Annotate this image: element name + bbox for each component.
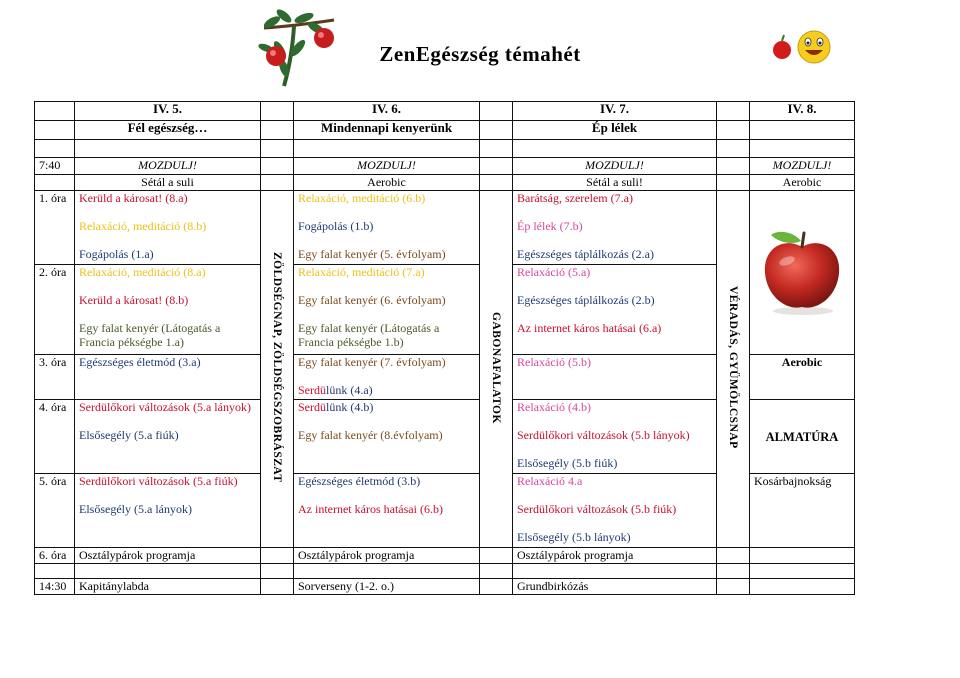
day3-cell: Grundbirkózás xyxy=(513,579,717,595)
activity-item: Kerüld a károsat! (8.b) xyxy=(79,293,189,307)
activity-item: Egy falat kenyér (5. évfolyam) xyxy=(298,247,446,261)
theme-row xyxy=(35,121,855,140)
day-date: IV. 6. xyxy=(294,102,480,121)
day-date: IV. 5. xyxy=(75,102,261,121)
activity-item: Egy falat kenyér (7. évfolyam) xyxy=(298,355,446,369)
activity-item: Az internet káros hatásai (6.b) xyxy=(298,502,443,516)
time-label: 7:40 xyxy=(35,158,75,175)
activity-item: Elsősegély (5.b fiúk) xyxy=(517,456,618,470)
date-row xyxy=(35,102,855,121)
activity-item: Serdülünk (4.a) xyxy=(298,383,373,397)
activity-item: Kerüld a károsat! (8.a) xyxy=(79,191,188,205)
activity-item: Relaxáció (5.a) xyxy=(517,265,591,279)
activity-item: Ép lélek (7.b) xyxy=(517,219,583,233)
activity-item: Relaxáció, meditáció (7.a) xyxy=(298,265,425,279)
day2-cell: Osztálypárok programja xyxy=(294,548,480,564)
day2-cell xyxy=(294,265,480,355)
day2-cell xyxy=(294,474,480,548)
activity-item: Elsősegély (5.a fiúk) xyxy=(79,428,179,442)
day3-cell xyxy=(513,191,717,265)
side-label-cell xyxy=(480,191,513,548)
side-label-cell xyxy=(717,191,750,548)
day-theme: Ép lélek xyxy=(513,121,717,140)
day1-cell: Kapitánylabda xyxy=(75,579,261,595)
empty-row xyxy=(35,140,855,158)
day2-cell xyxy=(294,191,480,265)
activity-item: Egy falat kenyér (6. évfolyam) xyxy=(298,293,446,307)
page-title: ZenEgészség témahét xyxy=(379,42,581,66)
day-theme: Fél egészség… xyxy=(75,121,261,140)
morning-row xyxy=(35,158,855,175)
empty-row xyxy=(35,564,855,579)
afternoon-row xyxy=(35,579,855,595)
side-label: ZÖLDSÉGNAP, ZÖLDSÉGSZOBRÁSZAT xyxy=(271,252,283,483)
day1-cell xyxy=(75,191,261,265)
morning-activity: Aerobic xyxy=(294,175,480,191)
activity-item: Egy falat kenyér (Látogatás a Francia pékségbe 1.b) xyxy=(298,321,440,349)
activity-item: Relaxáció, meditáció (8.a) xyxy=(79,265,206,279)
period-label: 4. óra xyxy=(35,400,75,474)
day4-activity: Aerobic xyxy=(750,355,855,400)
activity-item: Egy falat kenyér (Látogatás a Francia pékségbe 1.a) xyxy=(79,321,221,349)
day2-cell xyxy=(294,400,480,474)
period-label: 2. óra xyxy=(35,265,75,355)
mozdulj-label: MOZDULJ! xyxy=(750,158,855,175)
activity-item: Relaxáció, meditáció (6.b) xyxy=(298,191,426,205)
period-label: 5. óra xyxy=(35,474,75,548)
activity-item: Serdülőkori változások (5.a lányok) xyxy=(79,400,251,414)
day-theme xyxy=(750,121,855,140)
mozdulj-label: MOZDULJ! xyxy=(75,158,261,175)
day-date: IV. 7. xyxy=(513,102,717,121)
activity-item: Elsősegély (5.a lányok) xyxy=(79,502,192,516)
day1-cell xyxy=(75,355,261,400)
mozdulj-label: MOZDULJ! xyxy=(294,158,480,175)
period-label: 6. óra xyxy=(35,548,75,564)
activity-item: Egészséges életmód (3.a) xyxy=(79,355,201,369)
activity-item: Serdülőkori változások (5.a fiúk) xyxy=(79,474,238,488)
apple-image-cell xyxy=(750,191,855,355)
morning-activity: Sétál a suli! xyxy=(513,175,717,191)
activity-item: Serdülőkori változások (5.b fiúk) xyxy=(517,502,677,516)
day3-cell xyxy=(513,265,717,355)
time-label: 14:30 xyxy=(35,579,75,595)
activity-item: Serdülünk (4.b) xyxy=(298,400,374,414)
day3-cell: Osztálypárok programja xyxy=(513,548,717,564)
activity-item: Egy falat kenyér (8.évfolyam) xyxy=(298,428,443,442)
side-label: GABONAFALATOK xyxy=(490,311,502,424)
day1-cell xyxy=(75,265,261,355)
activity-item: Fogápolás (1.a) xyxy=(79,247,154,261)
activity-item: Relaxáció, meditáció (8.b) xyxy=(79,219,207,233)
morning-activity: Sétál a suli xyxy=(75,175,261,191)
day2-cell xyxy=(294,355,480,400)
schedule-table xyxy=(34,101,855,595)
day2-cell: Sorverseny (1-2. o.) xyxy=(294,579,480,595)
day3-cell xyxy=(513,355,717,400)
activity-item: Relaxáció (5.b) xyxy=(517,355,591,369)
day-theme: Mindennapi kenyerünk xyxy=(294,121,480,140)
red-apple-icon xyxy=(757,225,847,317)
period-label: 3. óra xyxy=(35,355,75,400)
mozdulj-label: MOZDULJ! xyxy=(513,158,717,175)
activity-item: Elsősegély (5.b lányok) xyxy=(517,530,631,544)
period-label: 1. óra xyxy=(35,191,75,265)
activity-item: Barátság, szerelem (7.a) xyxy=(517,191,633,205)
smiley-apple-icon xyxy=(768,28,834,68)
activity-item: Egészséges táplálkozás (2.b) xyxy=(517,293,655,307)
activity-item: Relaxáció (4.b) xyxy=(517,400,591,414)
side-label-cell xyxy=(261,191,294,548)
morning-activity: Aerobic xyxy=(750,175,855,191)
day3-cell xyxy=(513,474,717,548)
day1-cell xyxy=(75,400,261,474)
activity-item: Egészséges táplálkozás (2.a) xyxy=(517,247,654,261)
day1-cell xyxy=(75,474,261,548)
activity-item: Az internet káros hatásai (6.a) xyxy=(517,321,662,335)
day4-activity: ALMATÚRA xyxy=(750,400,855,474)
day3-cell xyxy=(513,400,717,474)
day1-cell: Osztálypárok programja xyxy=(75,548,261,564)
morning-activity-row xyxy=(35,175,855,191)
day-date: IV. 8. xyxy=(750,102,855,121)
activity-item: Fogápolás (1.b) xyxy=(298,219,374,233)
activity-item: Serdülőkori változások (5.b lányok) xyxy=(517,428,690,442)
activity-item: Egészséges életmód (3.b) xyxy=(298,474,421,488)
side-label: VÉRADÁS, GYÜMÖLCSNAP xyxy=(727,286,739,449)
period-row xyxy=(35,548,855,564)
period-row xyxy=(35,191,855,265)
day4-activity: Kosárbajnokság xyxy=(750,474,855,548)
activity-item: Relaxáció 4.a xyxy=(517,474,583,488)
